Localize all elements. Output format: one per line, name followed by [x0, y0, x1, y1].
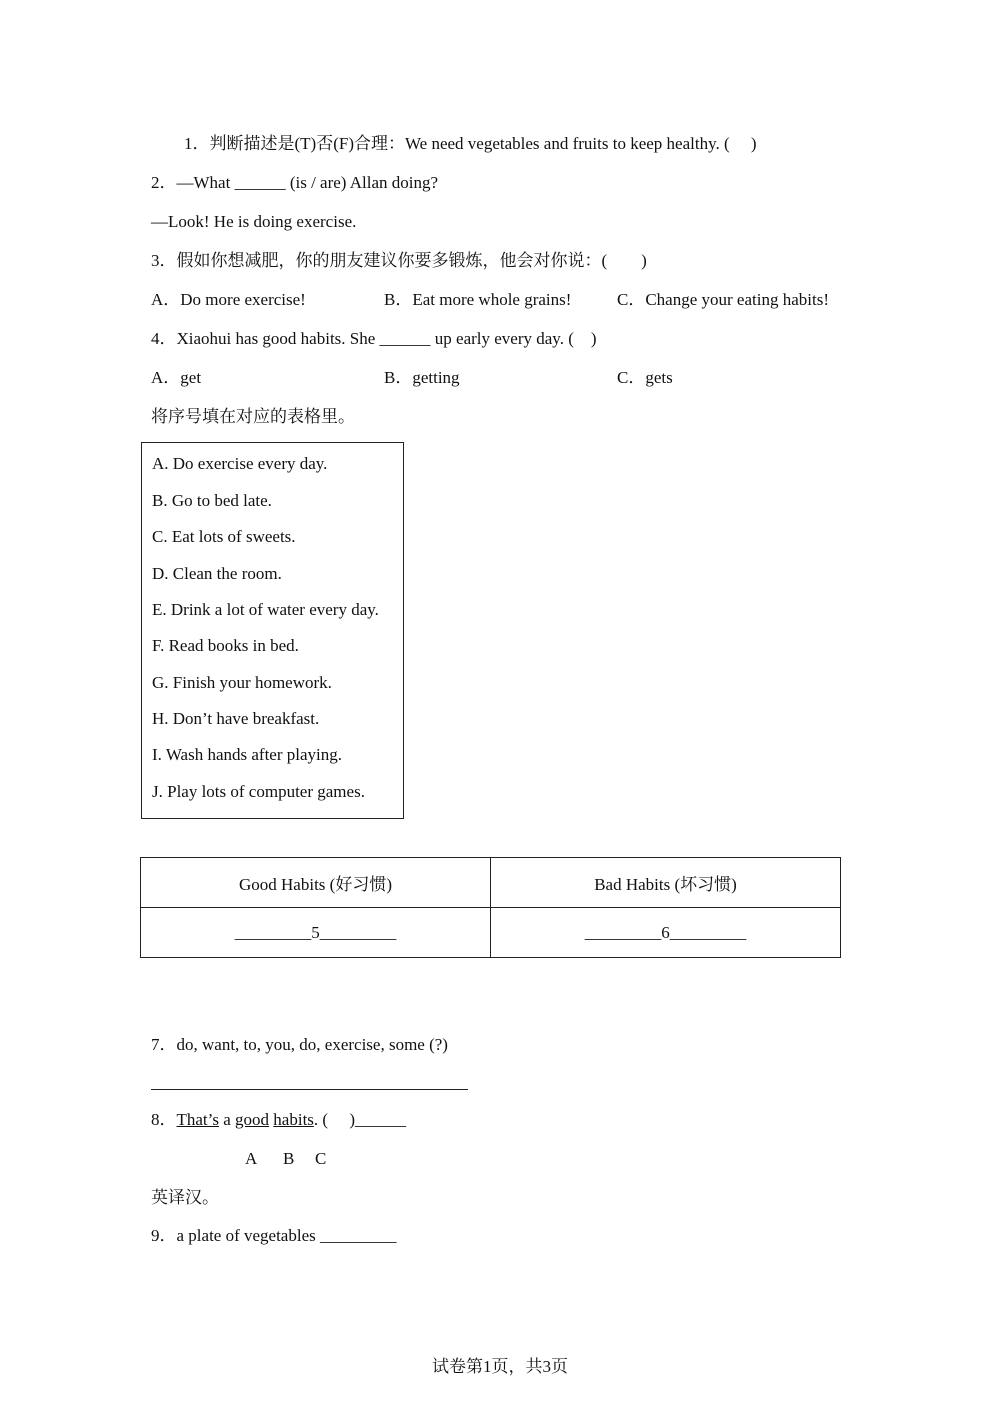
question-2-line-2: —Look! He is doing exercise. — [151, 212, 357, 231]
question-8-stem — [151, 1109, 406, 1131]
phrase-item: D. Clean the room. — [152, 564, 282, 583]
question-3-option-b: B．Eat more whole grains! — [384, 290, 572, 309]
table-answer-row — [141, 908, 841, 958]
question-1: 1．判断描述是(T)否(F)合理：We need vegetables and fruits to keep healthy. ( ) — [184, 134, 757, 153]
question-2-line-1: 2．—What ______ (is / are) Allan doing? — [151, 173, 439, 192]
question-8-tail: . ( )______ — [313, 1110, 406, 1129]
question-3-option-c: C．Change your eating habits! — [617, 290, 829, 309]
question-7-answer-line[interactable] — [151, 1089, 468, 1090]
question-8-label-a: A — [245, 1149, 258, 1168]
question-8-underlined-b: good — [235, 1110, 270, 1129]
question-8-number: 8． — [151, 1110, 177, 1129]
good-habits-answer-blank[interactable]: _________5_________ — [141, 908, 491, 958]
question-3-stem: 3．假如你想减肥，你的朋友建议你要多锻炼，他会对你说：( ) — [151, 251, 647, 270]
bad-habits-answer-blank[interactable]: _________6_________ — [491, 908, 841, 958]
phrase-box — [141, 442, 404, 819]
phrase-item: H. Don’t have breakfast. — [152, 709, 320, 728]
phrase-item: C. Eat lots of sweets. — [152, 527, 296, 546]
question-4-option-c: C．gets — [617, 368, 673, 387]
question-4-stem: 4．Xiaohui has good habits. She ______ up early every day. ( ) — [151, 329, 597, 348]
phrase-item: A. Do exercise every day. — [152, 454, 328, 473]
question-8-underlined-a: That’s — [176, 1110, 219, 1129]
page-footer: 试卷第1页，共3页 — [432, 1357, 568, 1376]
phrase-item: G. Finish your homework. — [152, 673, 332, 692]
question-8-label-b: B — [283, 1149, 295, 1168]
phrase-item: E. Drink a lot of water every day. — [152, 600, 379, 619]
habits-table — [140, 857, 841, 958]
translate-instruction: 英译汉。 — [151, 1188, 219, 1207]
question-4-option-a: A．get — [151, 368, 202, 387]
question-8-text: a — [219, 1110, 236, 1129]
question-4-option-b: B．getting — [384, 368, 460, 387]
bad-habits-header: Bad Habits (坏习惯) — [491, 858, 841, 908]
question-8-underlined-c: habits — [273, 1110, 314, 1129]
good-habits-header: Good Habits (好习惯) — [141, 858, 491, 908]
phrase-item: F. Read books in bed. — [152, 636, 299, 655]
phrase-item: B. Go to bed late. — [152, 491, 272, 510]
table-header-row — [141, 858, 841, 908]
question-8-label-c: C — [315, 1149, 327, 1168]
question-7-stem: 7．do, want, to, you, do, exercise, some (?) — [151, 1035, 448, 1054]
sort-instruction: 将序号填在对应的表格里。 — [151, 407, 355, 426]
question-9: 9．a plate of vegetables _________ — [151, 1226, 397, 1245]
question-3-option-a: A．Do more exercise! — [151, 290, 306, 309]
phrase-item: I. Wash hands after playing. — [152, 745, 342, 764]
phrase-item: J. Play lots of computer games. — [152, 782, 365, 801]
